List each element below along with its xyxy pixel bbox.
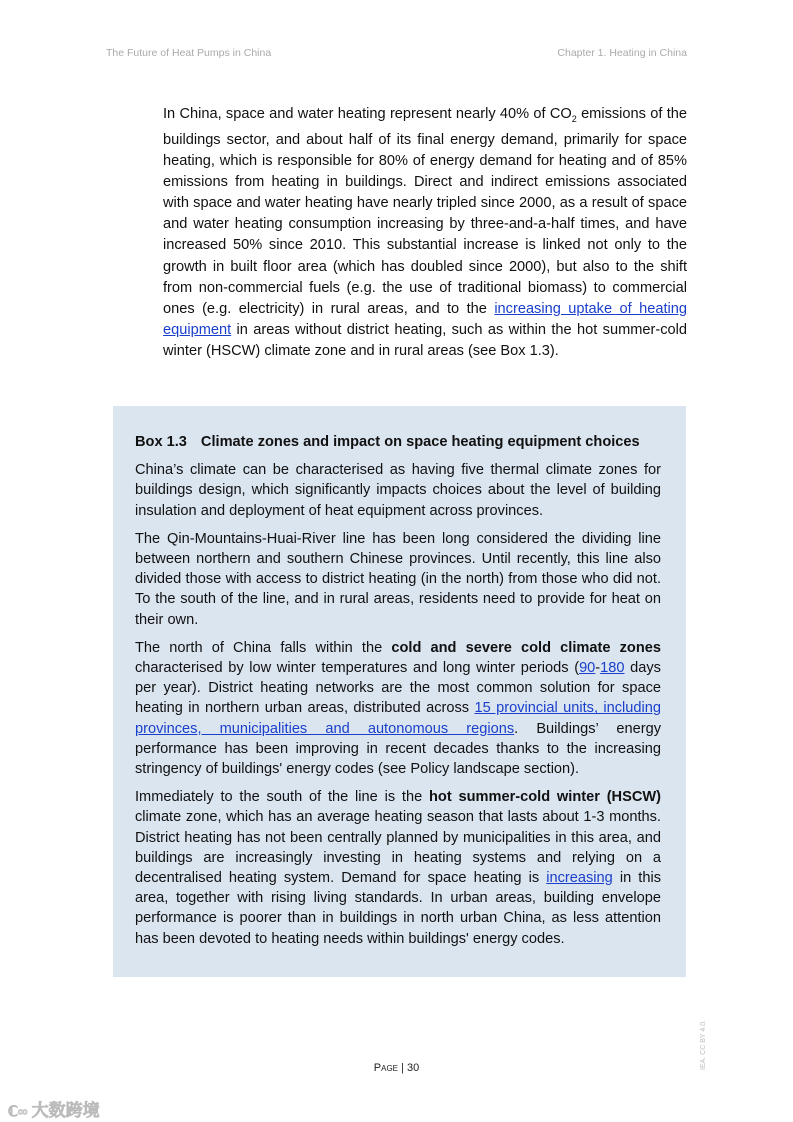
text: . Buildings’ energy performance has been improving in recent decades thanks to the increasing stringency of buildings' energy codes (see Policy landscape section). [135, 720, 661, 778]
text: climate zone, which has an average heating season that lasts about 1-3 months. District heating has not been centrally planned by municipalities in this area, and buildings are increasingly investing in heating systems and relying on a decentralised heating system. Demand for space heating is [135, 809, 661, 887]
link-increasing[interactable]: increasing [546, 870, 613, 887]
box-number: Box 1.3 [135, 434, 187, 450]
subscript: 2 [571, 113, 577, 124]
body-paragraph [163, 104, 687, 362]
link-180[interactable]: 180 [600, 660, 625, 677]
header-title: The Future of Heat Pumps in China [106, 47, 272, 59]
page-number: 30 [406, 1062, 420, 1074]
bold-text: cold and severe cold climate zones [391, 639, 661, 656]
watermark-logo-icon: ℂ∞ [8, 1103, 32, 1119]
link-heating-equipment[interactable]: increasing uptake of heating equipment [163, 300, 687, 338]
page-footer [0, 1062, 793, 1074]
box-paragraph: The Qin-Mountains-Huai-River line has been long considered the dividing line between northern and southern Chinese provinces. Until recently, this line also divided those with access to district heating (in the north) from those who did not. To the south of the line, and in rural areas, residents need to provide for heat on their own. [135, 530, 661, 628]
box-title [135, 432, 661, 452]
text: In China, space and water heating represent nearly 40% of CO [163, 106, 572, 122]
text: in this area, together with rising living standards. In urban areas, building envelope performance is poorer than in buildings in north urban China, as less attention has been devoted to heating needs within buildings' energy codes. [135, 870, 661, 947]
text: Immediately to the south of the line is the [135, 789, 429, 806]
text: characterised by low winter temperatures and long winter periods ( [135, 660, 580, 677]
box-paragraph: China’s climate can be characterised as having five thermal climate zones for buildings design, which significantly impacts choices about the level of building insulation and deployment of heat equipment across provinces. [135, 462, 661, 519]
text: days per year). District heating networks are the most common solution for space heating in northern urban areas, distributed across [135, 660, 661, 717]
link-90[interactable]: 90 [579, 660, 596, 677]
separator: | [398, 1062, 407, 1074]
box-1-3 [113, 406, 686, 977]
license-text: IEA. CC BY 4.0. [700, 1019, 707, 1070]
header-chapter: Chapter 1. Heating in China [557, 47, 687, 59]
page-label: Page [373, 1062, 398, 1074]
watermark-text: 大数跨境 [31, 1101, 100, 1120]
link-provincial-units[interactable]: 15 provincial units, including provinces, municipalities and autonomous regions [135, 700, 661, 737]
box-title-text: Climate zones and impact on space heating equipment choices [200, 434, 640, 450]
text: - [595, 660, 601, 677]
text: The north of China falls within the [135, 639, 392, 656]
box-paragraph [135, 638, 661, 779]
text: in areas without district heating, such as within the hot summer-cold winter (HSCW) climate zone and in rural areas (see Box 1.3). [163, 321, 687, 359]
bold-text: hot summer-cold winter (HSCW) [429, 789, 661, 806]
text: emissions of the buildings sector, and about half of its final energy demand, primarily for space heating, which is responsible for 80% of energy demand for heating and of 85% emissions from heating in buildings. Direct and indirect emissions associated with space and water heating have nearly tripled since 2000, as a result of space and water heating consumption increasing by three-and-a-half times, and have increased 50% since 2010. This substantial increase is linked not only to the growth in built floor area (which has doubled since 2000), but also to the shift from non-commercial fuels (e.g. the use of traditional biomass) to commercial ones (e.g. electricity) in rural areas, and to the [163, 106, 687, 317]
watermark [8, 1096, 100, 1121]
box-paragraph [135, 787, 661, 949]
